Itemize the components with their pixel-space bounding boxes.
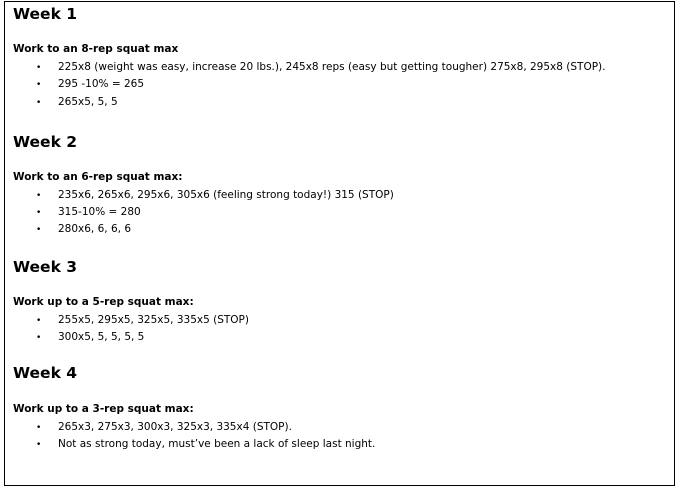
bullet-icon: • xyxy=(36,191,42,201)
list-item-text: 295 -10% = 265 xyxy=(58,78,145,90)
bullet-icon: • xyxy=(36,225,42,235)
week-3-subheading: Work up to a 5-rep squat max: xyxy=(13,296,194,308)
bullet-icon: • xyxy=(36,63,42,73)
list-item xyxy=(36,313,249,328)
list-item xyxy=(36,437,375,452)
list-item-text: 225x8 (weight was easy, increase 20 lbs.), 245x8 reps (easy but getting tougher) 275x8, 295x8 (STOP). xyxy=(58,61,606,73)
list-item xyxy=(36,420,292,435)
list-item xyxy=(36,60,605,75)
list-item xyxy=(36,222,131,237)
bullet-icon: • xyxy=(36,98,42,108)
list-item-text: 315-10% = 280 xyxy=(58,206,141,218)
list-item xyxy=(36,95,118,110)
list-item-text: 265x5, 5, 5 xyxy=(58,96,118,108)
list-item-text: 265x3, 275x3, 300x3, 325x3, 335x4 (STOP). xyxy=(58,421,292,433)
bullet-icon: • xyxy=(36,333,42,343)
list-item xyxy=(36,77,144,92)
week-2-heading: Week 2 xyxy=(13,133,78,151)
list-item-text: 280x6, 6, 6, 6 xyxy=(58,223,132,235)
list-item xyxy=(36,330,144,345)
week-4-heading: Week 4 xyxy=(13,364,78,382)
week-4-subheading: Work up to a 3-rep squat max: xyxy=(13,403,194,415)
bullet-icon: • xyxy=(36,80,42,90)
list-item-text: 255x5, 295x5, 325x5, 335x5 (STOP) xyxy=(58,314,249,326)
list-item-text: 235x6, 265x6, 295x6, 305x6 (feeling strong today!) 315 (STOP) xyxy=(58,189,394,201)
week-1-heading: Week 1 xyxy=(13,5,78,23)
week-3-heading: Week 3 xyxy=(13,258,78,276)
list-item xyxy=(36,205,141,220)
week-1-subheading: Work to an 8-rep squat max xyxy=(13,43,179,55)
bullet-icon: • xyxy=(36,440,42,450)
bullet-icon: • xyxy=(36,208,42,218)
bullet-icon: • xyxy=(36,423,42,433)
list-item-text: 300x5, 5, 5, 5, 5 xyxy=(58,331,145,343)
week-2-subheading: Work to an 6-rep squat max: xyxy=(13,171,183,183)
bullet-icon: • xyxy=(36,316,42,326)
list-item xyxy=(36,188,394,203)
list-item-text: Not as strong today, must’ve been a lack of sleep last night. xyxy=(58,438,376,450)
